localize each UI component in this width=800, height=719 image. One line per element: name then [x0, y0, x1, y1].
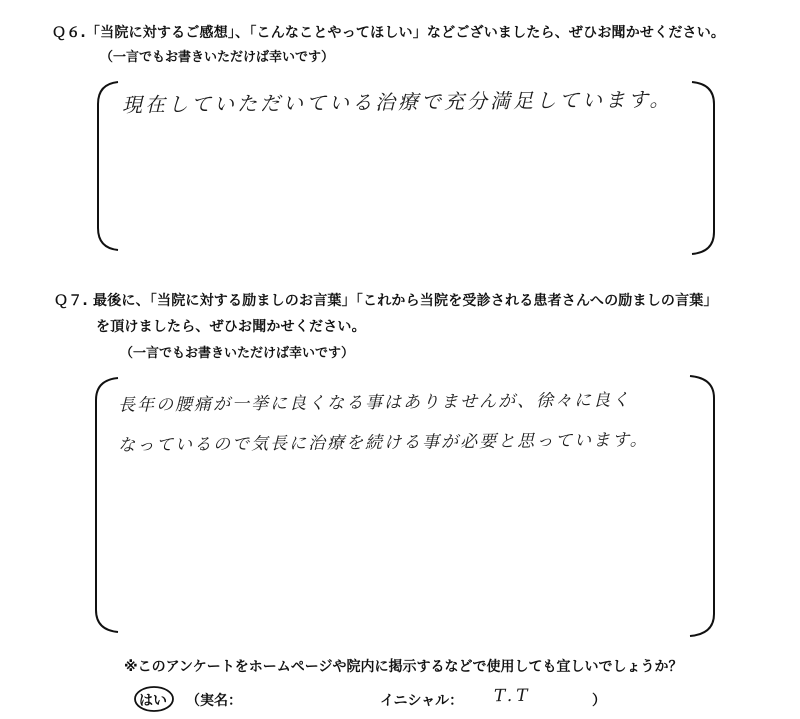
initial-label: イニシャル：	[380, 693, 464, 709]
yes-label: はい	[139, 693, 167, 709]
q7-answer-line2: なっているので気長に治療を続ける事が必要と思っています。	[117, 430, 649, 456]
real-name-label: （実名：	[186, 693, 242, 709]
yes-option[interactable]	[132, 684, 176, 714]
q7-question-line2: を頂けましたら、ぜひお聞かせください。	[96, 319, 366, 335]
close-paren: ）	[592, 693, 606, 709]
q7-right-bracket	[690, 376, 714, 636]
initial-value[interactable]: T.T	[493, 685, 532, 707]
q6-question: Ｑ６.「当院に対するご感想」、「こんなことやってほしい」などございましたら、ぜひお聞かせください。	[52, 25, 726, 41]
q6-note: （一言でもお書きいただけば幸いです）	[100, 50, 335, 65]
q7-answer-line1: 長年の腰痛が一挙に良くなる事はありませんが、徐々に良く	[117, 390, 632, 416]
q7-question-line1: Ｑ７. 最後に、「当院に対する励ましのお言葉」「これから当院を受診される患者さんへの励ましの言葉」	[54, 293, 718, 309]
consent-question: ※このアンケートをホームページや院内に掲示するなどで使用しても宜しいでしょうか？	[124, 659, 683, 675]
q7-note: （一言でもお書きいただけば幸いです）	[120, 346, 355, 361]
q7-left-bracket	[96, 378, 118, 632]
q6-answer: 現在していただいている治療で充分満足しています。	[121, 87, 673, 117]
